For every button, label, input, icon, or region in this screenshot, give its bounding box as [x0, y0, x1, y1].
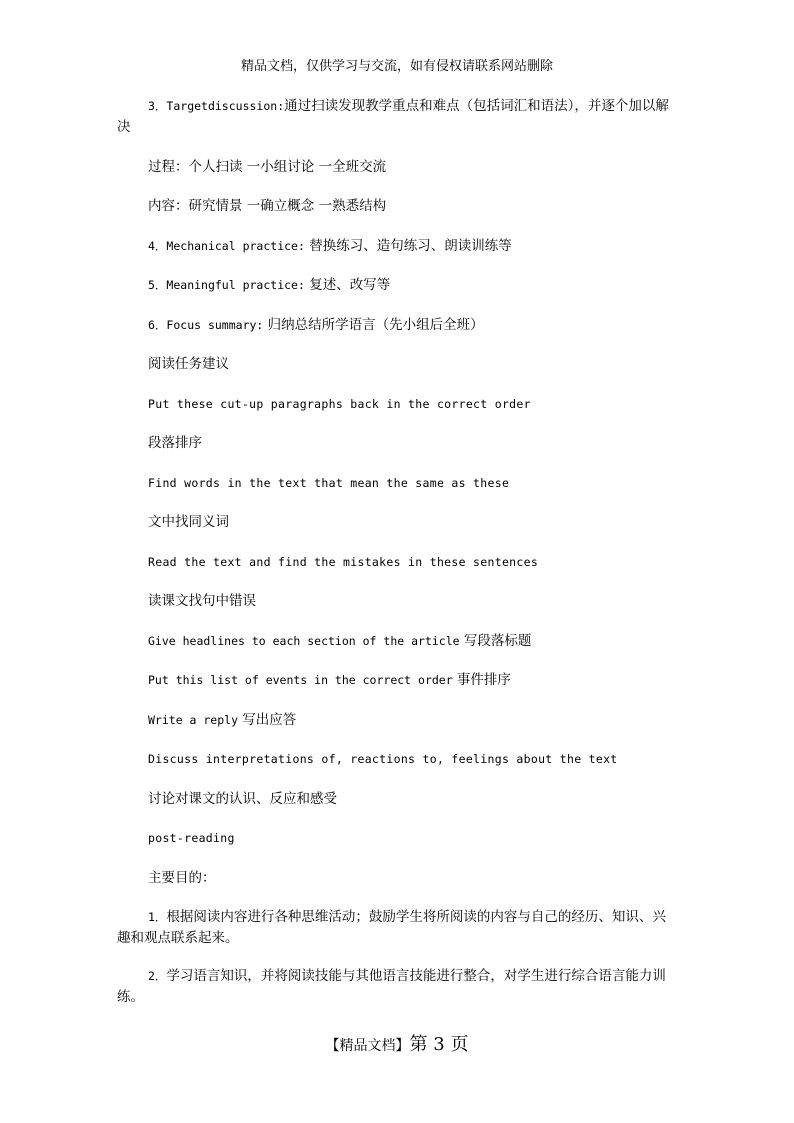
heading-post-reading: post-reading — [148, 831, 235, 845]
task-write-reply: Write a reply 写出应答 — [148, 711, 297, 728]
task-cut-up-paragraphs: Put these cut-up paragraphs back in the correct order — [148, 396, 531, 411]
paragraph-purpose-2: 2．学习语言知识，并将阅读技能与其他语言技能进行整合，对学生进行综合语言能力训练。 — [117, 968, 666, 1005]
heading-main-purpose: 主要目的： — [148, 869, 216, 886]
task-sentence-errors: 读课文找句中错误 — [148, 593, 256, 609]
paragraph-process: 过程：个人扫读 一小组讨论 一全班交流 — [148, 158, 387, 175]
task-discuss: Discuss interpretations of, reactions to, feelings about the text — [148, 752, 618, 766]
task-discuss-zh: 讨论对课文的认识、反应和感受 — [148, 790, 337, 807]
footer-prefix: 【精品文档】 — [325, 1038, 410, 1054]
paragraph-purpose-1: 1．根据阅读内容进行各种思维活动；鼓励学生将所阅读的内容与自己的经历、知识、兴趣和观点联系起来。 — [117, 909, 666, 946]
paragraph-target-discussion: 3．Targetdiscussion:通过扫读发现教学重点和难点（包括词汇和语法），并逐个加以解决 — [117, 98, 669, 135]
document-body — [117, 96, 679, 1027]
heading-reading-tasks: 阅读任务建议 — [148, 356, 229, 372]
task-paragraph-ordering: 段落排序 — [148, 435, 202, 451]
task-headlines: Give headlines to each section of the article 写段落标题 — [148, 632, 532, 649]
page-number: 第 3 页 — [409, 1034, 469, 1055]
paragraph-meaningful-practice: 5．Meaningful practice: 复述、改写等 — [148, 277, 391, 293]
paragraph-mechanical-practice: 4．Mechanical practice: 替换练习、造句练习、朗读训练等 — [148, 237, 512, 254]
page-header: 精品文档，仅供学习与交流，如有侵权请联系网站删除 — [240, 59, 553, 74]
task-find-mistakes: Read the text and find the mistakes in these sentences — [148, 554, 539, 569]
task-synonyms: 文中找同义词 — [148, 514, 229, 530]
task-events-order: Put this list of events in the correct order 事件排序 — [148, 672, 511, 688]
task-find-words: Find words in the text that mean the same as these — [148, 475, 510, 490]
paragraph-content: 内容：研究情景 一确立概念 一熟悉结构 — [148, 198, 387, 214]
paragraph-focus-summary: 6．Focus summary: 归纳总结所学语言（先小组后全班） — [148, 316, 484, 333]
page-footer — [0, 1033, 794, 1058]
